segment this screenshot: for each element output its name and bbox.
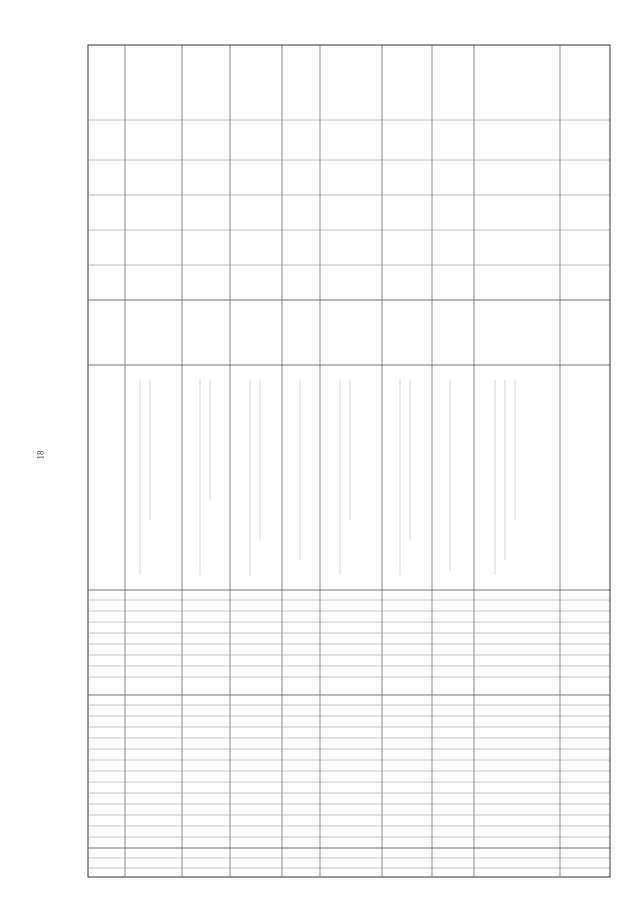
- page-number: 18: [35, 450, 46, 460]
